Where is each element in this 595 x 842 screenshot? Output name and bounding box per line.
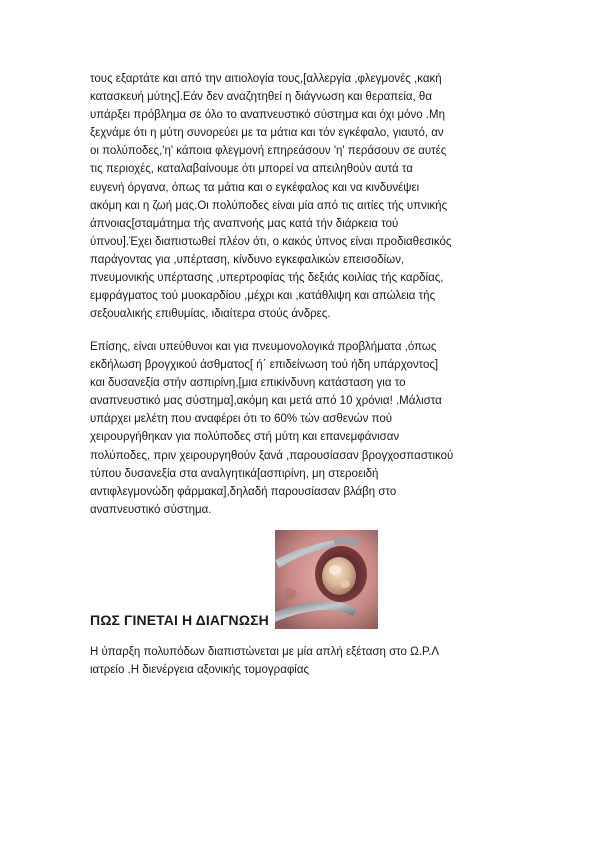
text-line: άπνοιας[σταμάτημα τής αναπνοής μας κατά τήν διάρκεια τού bbox=[90, 217, 399, 230]
text-line: αναπνευστικό σύστημα. bbox=[90, 503, 212, 516]
text-line: κατασκευή μύτης].Εάν δεν αναζητηθεί η διάγνωση και θεραπεία, θα bbox=[90, 91, 432, 104]
text-line: και δυσανεξία στήν ασπιρίνη,[μια επικίνδυνη κατάσταση για το bbox=[90, 377, 406, 390]
text-line: ξεχνάμε ότι η μύτη συνορεύει με τα μάτια και τόν εγκέφαλο, γιαυτό, αν bbox=[90, 127, 444, 140]
text-line: εμφράγματος τού μυοκαρδίου ,μέχρι και ,κατάθλιψη και απώλεια τής bbox=[90, 290, 436, 303]
section-heading-diagnosis: ΠΩΣ ΓΙΝΕΤΑΙ Η ΔΙΑΓΝΩΣΗ bbox=[90, 612, 269, 628]
text-line: Η ύπαρξη πολυπόδων διαπιστώνεται με μία απλή εξέταση στο Ω.Ρ.Λ bbox=[90, 646, 440, 658]
nasal-polyp-endoscopy-photo bbox=[275, 530, 378, 629]
body-paragraph-3 bbox=[90, 643, 510, 679]
text-line: ύπνου].Έχει διαπιστωθεί πλέον ότι, ο κακός ύπνος είναι προδιαθεσικός bbox=[90, 235, 452, 248]
text-line: ακόμη και η ζωή μας.Οι πολύποδες είναι μία από τις αιτίες τής υπνικής bbox=[90, 199, 448, 212]
text-line: αντιφλεγμονώδη φάρμακα],δηλαδή παρουσίασαν βλάβη στο bbox=[90, 485, 397, 498]
body-paragraph-2 bbox=[90, 338, 510, 519]
body-paragraph-1 bbox=[90, 70, 510, 323]
text-line: παράγοντας για ,υπέρταση, κίνδυνο εγκεφαλικών επεισοδίων, bbox=[90, 253, 405, 266]
text-line: αναπνευστικό μας σύστημα],ακόμη και μετά από 10 χρόνια! .Μάλιστα bbox=[90, 395, 442, 408]
text-line: τις περιοχές, καταλαβαίνουμε ότι μπορεί να απειληθούν αυτά τα bbox=[90, 163, 413, 176]
text-line: Επίσης, είναι υπεύθυνοι και για πνευμονολογικά προβλήματα ,όπως bbox=[90, 341, 437, 353]
text-line: χειρουργήθηκαν για πολύποδες στή μύτη και επανεμφάνισαν bbox=[90, 431, 400, 444]
text-line: τύπου δυσανεξία στα αναλγητικά[ασπιρίνη, μη στεροειδή bbox=[90, 467, 379, 480]
text-line: ιατρείο .Η διενέργεια αξονικής τομογραφίας bbox=[90, 664, 310, 677]
text-line: υπάρξει πρόβλημα σε όλο το αναπνευστικό σύστημα και όχι μόνο .Μη bbox=[90, 109, 445, 122]
text-line: πνευμονικής υπέρτασης ,υπερτροφίας τής δεξιάς κοιλίας τής καρδίας, bbox=[90, 272, 444, 285]
text-line: υπάρχει μελέτη που αναφέρει ότι το 60% τών ασθενών πού bbox=[90, 413, 393, 426]
text-line: εκδήλωση βρογχικού άσθματος[ ή΄ επιδείνωση τού ήδη υπάρχοντος] bbox=[90, 359, 439, 372]
text-line: σεξουαλικής επιθυμίας, ιδιαίτερα στούς άνδρες. bbox=[90, 308, 331, 321]
text-line: οι πολύποδες,'η' κάποια φλεγμονή επηρεάσουν 'η' περάσουν σε αυτές bbox=[90, 145, 447, 158]
text-line: πολύποδες, πριν χειρουργηθούν ξανά ,παρουσίασαν βρογχοσπαστικού bbox=[90, 449, 454, 462]
text-line: τους εξαρτάτε και από την αιτιολογία τους,[αλλεργία ,φλεγμονές ,κακή bbox=[90, 73, 442, 85]
text-line: ευγενή όργανα, όπως τα μάτια και ο εγκέφαλος και να κινδυνέψει bbox=[90, 181, 420, 194]
